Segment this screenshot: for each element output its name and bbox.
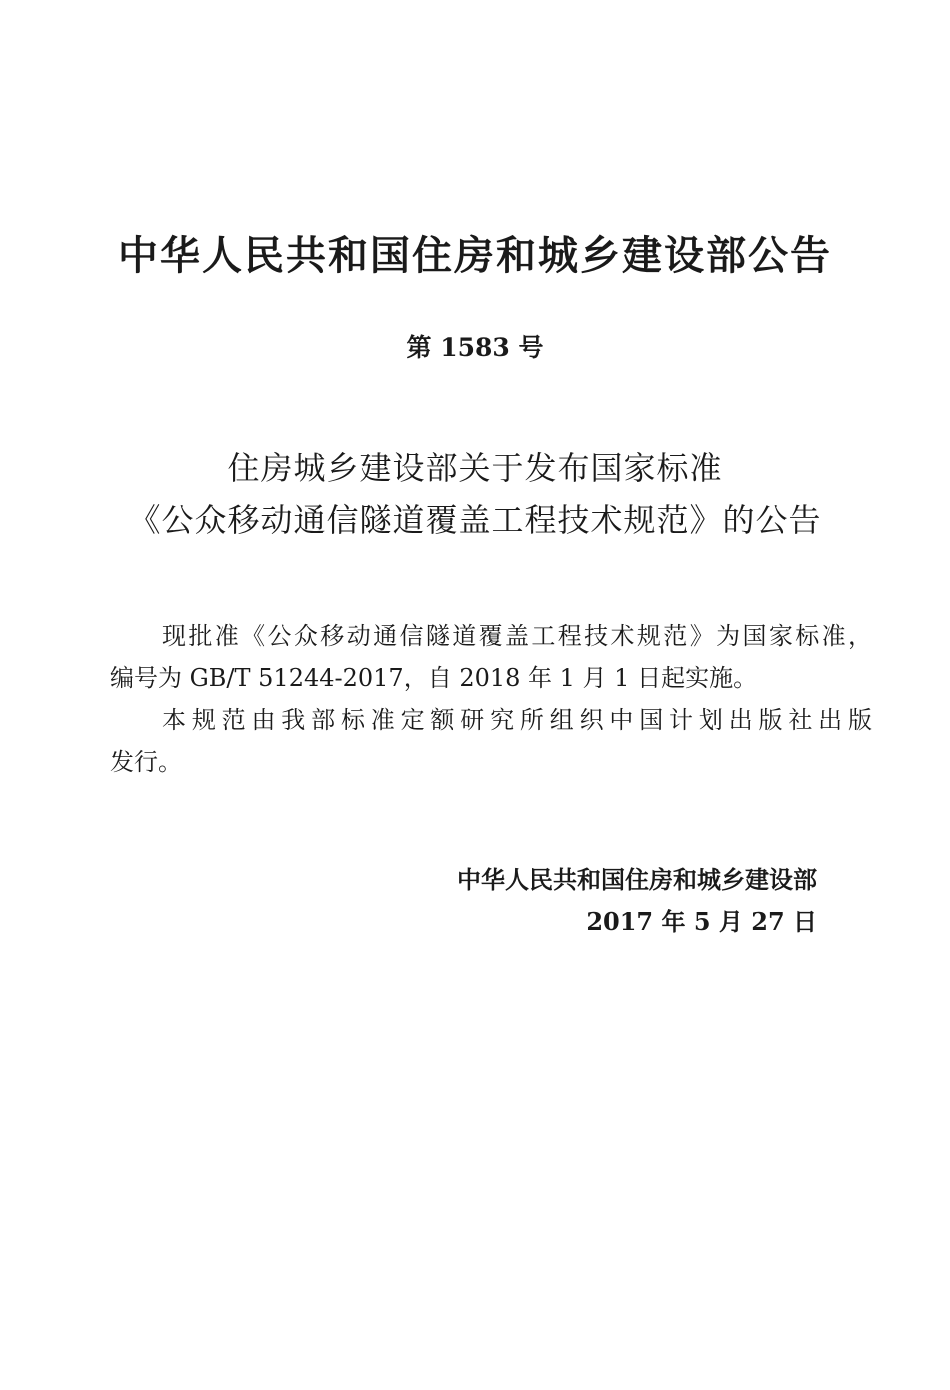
publication-paragraph-line-2: 发行。 — [110, 748, 182, 776]
issue-date: 2017 年 5 月 27 日 — [586, 907, 817, 936]
announcement-number: 第 1583 号 — [406, 333, 544, 362]
subject-title-line-1: 住房城乡建设部关于发布国家标准 — [227, 449, 723, 487]
publication-paragraph-line-1: 本规范由我部标准定额研究所组织中国计划出版社出版 — [162, 706, 872, 734]
subject-title-line-2: 《公众移动通信隧道覆盖工程技术规范》的公告 — [128, 501, 822, 539]
approval-paragraph-line-2: 编号为 GB/T 51244-2017，自 2018 年 1 月 1 日起实施。 — [110, 664, 758, 692]
ministry-announcement-title: 中华人民共和国住房和城乡建设部公告 — [118, 233, 832, 279]
approval-paragraph-line-1: 现批准《公众移动通信隧道覆盖工程技术规范》为国家标准， — [162, 622, 872, 650]
issuing-authority: 中华人民共和国住房和城乡建设部 — [457, 866, 817, 894]
